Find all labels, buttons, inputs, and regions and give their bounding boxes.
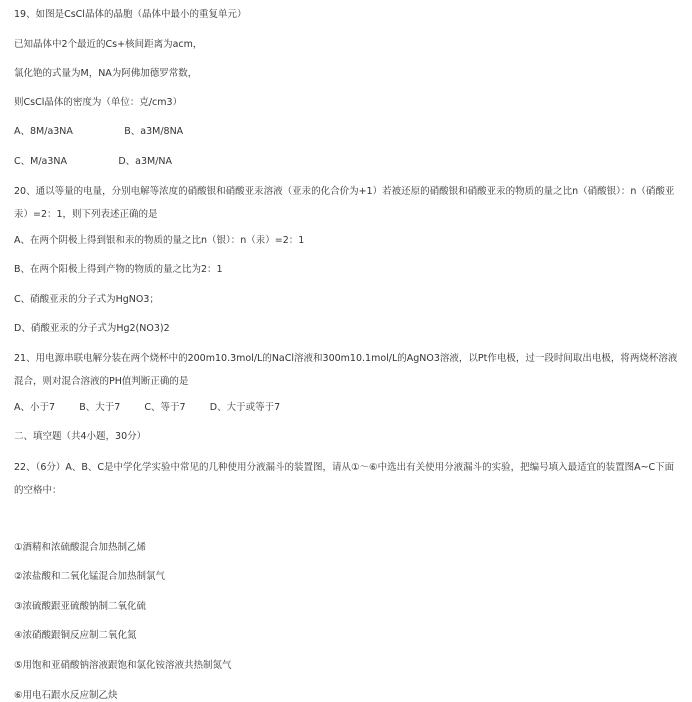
question-20-stem: 20、通以等量的电量，分别电解等浓度的硝酸银和硝酸亚汞溶液（亚汞的化合价为+1）若被还原的硝酸银和硝酸亚汞的物质的量之比n（硝酸银）：n（硝酸亚汞）=2：1，则下列表述正确的是 [14,186,675,220]
question-19-line-4: 则CsCl晶体的密度为（单位：克/cm3） [14,97,183,108]
question-22-item-5: ⑤用饱和亚硝酸钠溶液跟饱和氯化铵溶液共热制氮气 [14,660,232,671]
question-20-option-b: B、在两个阳极上得到产物的物质的量之比为2：1 [14,264,223,275]
question-20-option-a: A、在两个阴极上得到银和汞的物质的量之比n（银）：n（汞）=2：1 [14,235,305,246]
question-20-option-d: D、硝酸亚汞的分子式为Hg2(NO3)2 [14,323,170,334]
question-21-stem: 21、用电源串联电解分装在两个烧杯中的200m10.3mol/L的NaCl溶液和300m10.1mol/L的AgNO3溶液，以Pt作电极，过一段时间取出电极，将两烧杯溶液混合，则对混合溶液的PH值判断正确的是 [14,353,678,387]
question-22-item-2: ②浓盐酸和二氧化锰混合加热制氯气 [14,571,166,582]
question-19-options-cd: C、M/a3NA D、a3M/NA [14,156,173,167]
question-20-option-c: C、硝酸亚汞的分子式为HgNO3； [14,294,159,305]
question-22-stem: 22、（6分）A、B、C是中学化学实验中常见的几种使用分液漏斗的装置图，请从①～⑥中选出有关使用分液漏斗的实验，把编号填入最适宜的装置图A~C下面的空格中： [14,462,675,496]
question-19-line-2: 已知晶体中2个最近的Cs+核间距离为acm， [14,39,203,50]
section-heading-fill-in: 二、填空题（共4小题，30分） [14,431,147,442]
question-19-line-3: 氯化铯的式量为M，NA为阿佛加德罗常数， [14,68,198,79]
question-22-item-1: ①酒精和浓硫酸混合加热制乙烯 [14,542,147,553]
question-22-item-4: ④浓硝酸跟铜反应制二氧化氮 [14,630,137,641]
question-22-item-6: ⑥用电石跟水反应制乙炔 [14,690,118,701]
question-21-options: A、小于7 B、大于7 C、等于7 D、大于或等于7 [14,402,281,413]
question-19-options-ab: A、8M/a3NA B、a3M/8NA [14,126,184,137]
question-22-item-3: ③浓硫酸跟亚硫酸钠制二氧化硫 [14,601,147,612]
question-19-stem: 19、如图是CsCl晶体的晶胞（晶体中最小的重复单元） [14,9,247,20]
